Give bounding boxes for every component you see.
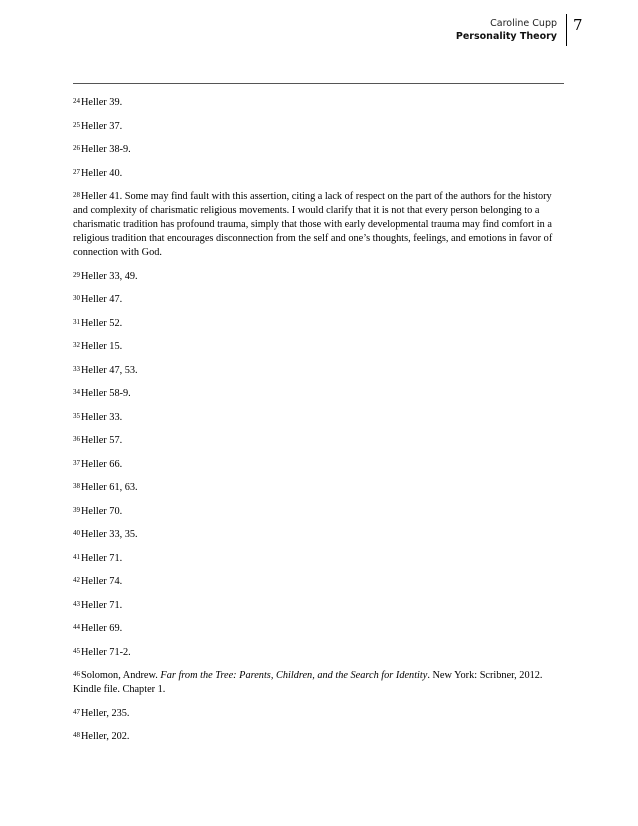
footnote-number: 30 <box>73 294 80 302</box>
page-number: 7 <box>566 14 583 46</box>
footnote-text: Heller 57. <box>81 435 123 446</box>
footnote-text: Heller 39. <box>81 97 123 108</box>
running-header <box>456 17 563 43</box>
footnote-number: 41 <box>73 552 80 561</box>
footnote-separator <box>73 83 564 84</box>
footnote-number: 29 <box>73 270 80 279</box>
footnote-number: 46 <box>73 670 80 678</box>
footnote-29 <box>73 270 568 284</box>
footnote-45 <box>73 646 568 660</box>
footnote-text: Heller 71. <box>81 599 123 611</box>
footnote-number: 43 <box>73 599 80 608</box>
footnote-text: Heller 71-2. <box>81 646 131 658</box>
footnote-number: 33 <box>73 364 80 373</box>
footnote-text: Heller 33, 49. <box>81 270 138 282</box>
footnote-number: 47 <box>73 707 80 716</box>
footnote-number: 45 <box>73 646 80 655</box>
header-author: Caroline Cupp <box>490 18 557 29</box>
footnote-number: 44 <box>73 623 80 631</box>
footnote-46 <box>73 669 568 697</box>
footnote-number: 36 <box>73 435 80 443</box>
footnote-42 <box>73 575 568 589</box>
footnote-number: 27 <box>73 167 80 176</box>
footnote-text: Heller 33, 35. <box>81 529 138 540</box>
footnote-44 <box>73 622 568 636</box>
footnote-text: Heller 70. <box>81 505 123 517</box>
footnote-text: Heller, 202. <box>81 731 130 742</box>
footnote-number: 38 <box>73 482 80 490</box>
citation-author: Solomon, Andrew. <box>81 670 161 681</box>
footnote-number: 34 <box>73 388 80 396</box>
footnote-38 <box>73 481 568 495</box>
footnote-48 <box>73 730 568 744</box>
footnote-number: 24 <box>73 97 80 105</box>
footnote-number: 26 <box>73 144 80 152</box>
footnote-47 <box>73 707 568 721</box>
header-course-title: Personality Theory <box>455 31 557 42</box>
footnote-32 <box>73 340 568 354</box>
footnote-number: 35 <box>73 411 80 420</box>
book-title: Far from the Tree: Parents, Children, and the Search for Identity <box>160 670 428 681</box>
footnote-text: Heller 52. <box>81 317 123 329</box>
footnote-33 <box>73 364 568 378</box>
footnote-text: Heller 71. <box>81 552 123 564</box>
footnote-27 <box>73 167 568 181</box>
footnote-number: 31 <box>73 317 80 326</box>
footnote-number: 42 <box>73 576 80 584</box>
footnote-text: Heller 61, 63. <box>81 482 138 493</box>
footnote-text: Heller 47. <box>81 294 123 305</box>
footnote-31 <box>73 317 568 331</box>
footnote-number: 48 <box>73 731 80 739</box>
footnote-28 <box>73 190 568 260</box>
footnote-number: 37 <box>73 458 80 467</box>
footnote-number: 32 <box>73 341 80 349</box>
footnote-text: Heller 74. <box>81 576 123 587</box>
footnote-30 <box>73 293 568 307</box>
footnote-text: Heller 69. <box>81 623 123 634</box>
footnote-43 <box>73 599 568 613</box>
footnote-number: 40 <box>73 529 80 537</box>
footnote-list <box>73 96 568 754</box>
footnote-number: 28 <box>73 191 80 199</box>
footnote-36 <box>73 434 568 448</box>
footnote-text: Heller 41. Some may find fault with this assertion, citing a lack of respect on the part of the authors for the history and complexity of charismatic religious movements. I would clarify that it is not that every person belonging to a charismatic tradition has profound trauma, simply that those with early developmental trauma may find comfort in a religious tradition that encourages disconnection from the self and one’s thoughts, feelings, and emotions in favor of connection with God. <box>73 191 553 258</box>
footnote-35 <box>73 411 568 425</box>
footnote-text: Heller 38-9. <box>81 144 131 155</box>
footnote-text: Heller 15. <box>81 341 123 352</box>
footnote-text: Heller 58-9. <box>81 388 131 399</box>
footnote-40 <box>73 528 568 542</box>
footnote-text: Heller 40. <box>81 167 123 179</box>
footnote-37 <box>73 458 568 472</box>
footnote-25 <box>73 120 568 134</box>
footnote-39 <box>73 505 568 519</box>
footnote-number: 25 <box>73 120 80 129</box>
footnote-24 <box>73 96 568 110</box>
footnote-text: Heller, 235. <box>81 707 130 719</box>
footnote-41 <box>73 552 568 566</box>
footnote-text: Heller 47, 53. <box>81 364 138 376</box>
footnote-text: Heller 33. <box>81 411 123 423</box>
footnote-26 <box>73 143 568 157</box>
footnote-text: Heller 37. <box>81 120 123 132</box>
citation-publication: . New York: Scribner, 2012. Kindle file. Chapter 1. <box>73 670 543 695</box>
footnote-number: 39 <box>73 505 80 514</box>
footnote-34 <box>73 387 568 401</box>
footnote-text: Heller 66. <box>81 458 123 470</box>
